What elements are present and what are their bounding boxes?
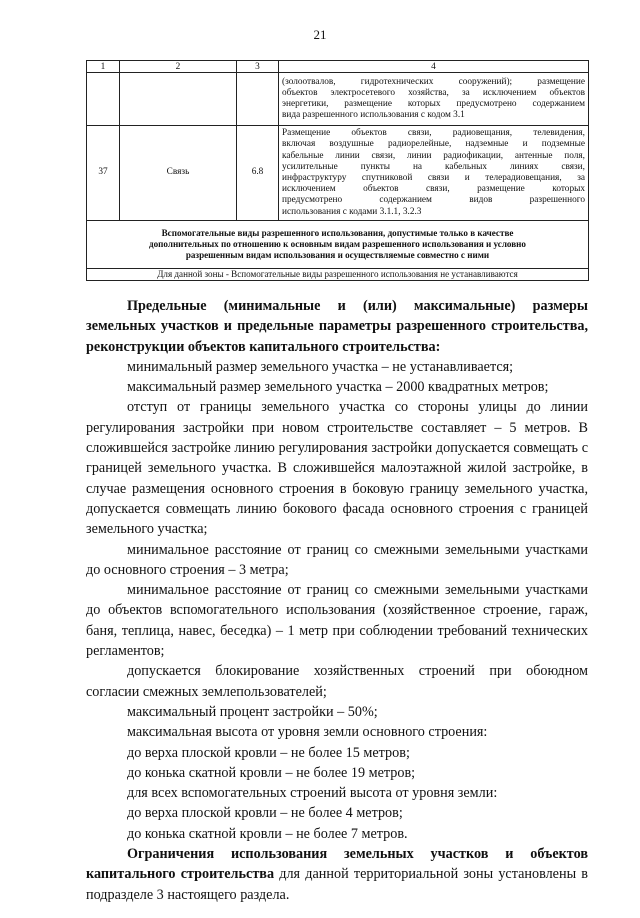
description-line: усилительные пункты на кабельных линиях связи, xyxy=(282,161,585,172)
paragraph: до верха плоской кровли – не более 15 метров; xyxy=(127,744,410,761)
use-name-cell: Связь xyxy=(120,126,237,221)
description-line: инфраструктуру спутниковой связи и телерадиовещания, за xyxy=(282,173,585,183)
auxiliary-uses-heading xyxy=(87,221,589,269)
description-line: включая воздушные радиорелейные, надземные и подземные xyxy=(282,139,585,150)
auxiliary-uses-note-row xyxy=(87,269,589,281)
column-header-1: 1 xyxy=(87,61,120,73)
zone-parameters-section xyxy=(86,296,588,905)
column-header-4: 4 xyxy=(279,61,589,73)
closing-paragraph xyxy=(86,844,588,905)
paragraph: минимальное расстояние от границ со смежными земельными участками до основного строения – 3 метра; xyxy=(86,541,588,578)
paragraph: допускается блокирование хозяйственных строений при обоюдном согласии смежных землепользователей; xyxy=(86,663,588,700)
paragraph: максимальный размер земельного участка – 2000 квадратных метров; xyxy=(127,379,549,396)
description-line: исключением объектов связи, размещение которых xyxy=(282,184,585,195)
description-line: объектов электросетевого хозяйства, за исключением объектов xyxy=(282,87,585,98)
paragraph: максимальный процент застройки – 50%; xyxy=(127,703,378,720)
cell-empty xyxy=(120,73,237,126)
paragraph: для всех вспомогательных строений высота от уровня земли: xyxy=(127,785,498,802)
auxiliary-uses-heading-row xyxy=(87,221,589,269)
paragraph: минимальное расстояние от границ со смежными земельными участками до объектов вспомогательного использования (хозяйственное строение, гараж, баня, теплица, навес, беседка) – 1 метр при соблюдении требований технических регламентов; xyxy=(86,582,588,660)
section-heading: Предельные (минимальные и (или) максимальные) размеры земельных участков и предельные параметры разрешенного строительства, реконструкции объектов капитального строительства: xyxy=(86,298,588,355)
description-line: вида разрешенного использования с кодом 3.1 xyxy=(282,110,465,121)
heading-line: разрешенным видам использования и осуществляемые совместно с ними xyxy=(185,250,490,261)
heading-line: Вспомогательные виды разрешенного использования, допустимые только в качестве xyxy=(161,227,514,238)
heading-line: дополнительных по отношению к основным видам разрешенного использования и условно xyxy=(149,238,526,249)
table-row-svyaz xyxy=(87,126,589,221)
cell-empty xyxy=(87,73,120,126)
column-header-2: 2 xyxy=(120,61,237,73)
description-line: предусмотрено содержанием видов разрешенного xyxy=(282,195,585,206)
row-number-cell: 37 xyxy=(87,126,120,221)
description-line: Размещение объектов связи, радиовещания, телевидения, xyxy=(282,128,585,139)
paragraph: минимальный размер земельного участка – не устанавливается; xyxy=(127,358,514,375)
description-line: использования с кодами 3.1.1, 3.2.3 xyxy=(282,206,422,217)
description-line: энергетики, размещение которых предусмотрено содержанием xyxy=(282,99,585,109)
paragraph: отступ от границы земельного участка со стороны улицы до линии регулирования застройки при новом строительстве составляет – 5 метров. В сложившейся застройке линию регулирования застройки допускается совмещать с границей земельного участка. В сложившейся малоэтажной жилой застройке, в случае размещения основного строения в боковую границу земельного участка, допускается совмещать линию бокового фасада основного строения с границей земельного участка; xyxy=(86,399,588,538)
use-code-cell: 6.8 xyxy=(237,126,279,221)
paragraph: до конька скатной кровли – не более 7 метров. xyxy=(127,825,408,842)
paragraph: до конька скатной кровли – не более 19 метров; xyxy=(127,764,416,781)
description-line: кабельные линии связи, линии радиофикации, антенные поля, xyxy=(282,150,585,161)
column-header-3: 3 xyxy=(237,61,279,73)
paragraph: до верха плоской кровли – не более 4 метров; xyxy=(127,805,403,822)
permitted-use-table xyxy=(86,60,589,281)
description-line: (золоотвалов, гидротехнических сооружений); размещение xyxy=(282,76,585,87)
auxiliary-uses-note: Для данной зоны - Вспомогательные виды разрешенного использования не устанавливаются xyxy=(87,269,589,281)
table-row-continued xyxy=(87,73,589,126)
closing-bold-text: Ограничения использования земельных участков и объектов капитального строительства xyxy=(86,846,588,883)
page-number: 21 xyxy=(313,27,327,42)
use-description-cell xyxy=(279,126,589,221)
paragraph: максимальная высота от уровня земли основного строения: xyxy=(127,724,488,741)
table-header-row xyxy=(87,61,589,73)
closing-text: для данной территориальной зоны установлены в подразделе 3 настоящего раздела. xyxy=(86,866,588,903)
use-description-cell xyxy=(279,73,589,126)
cell-empty xyxy=(237,73,279,126)
